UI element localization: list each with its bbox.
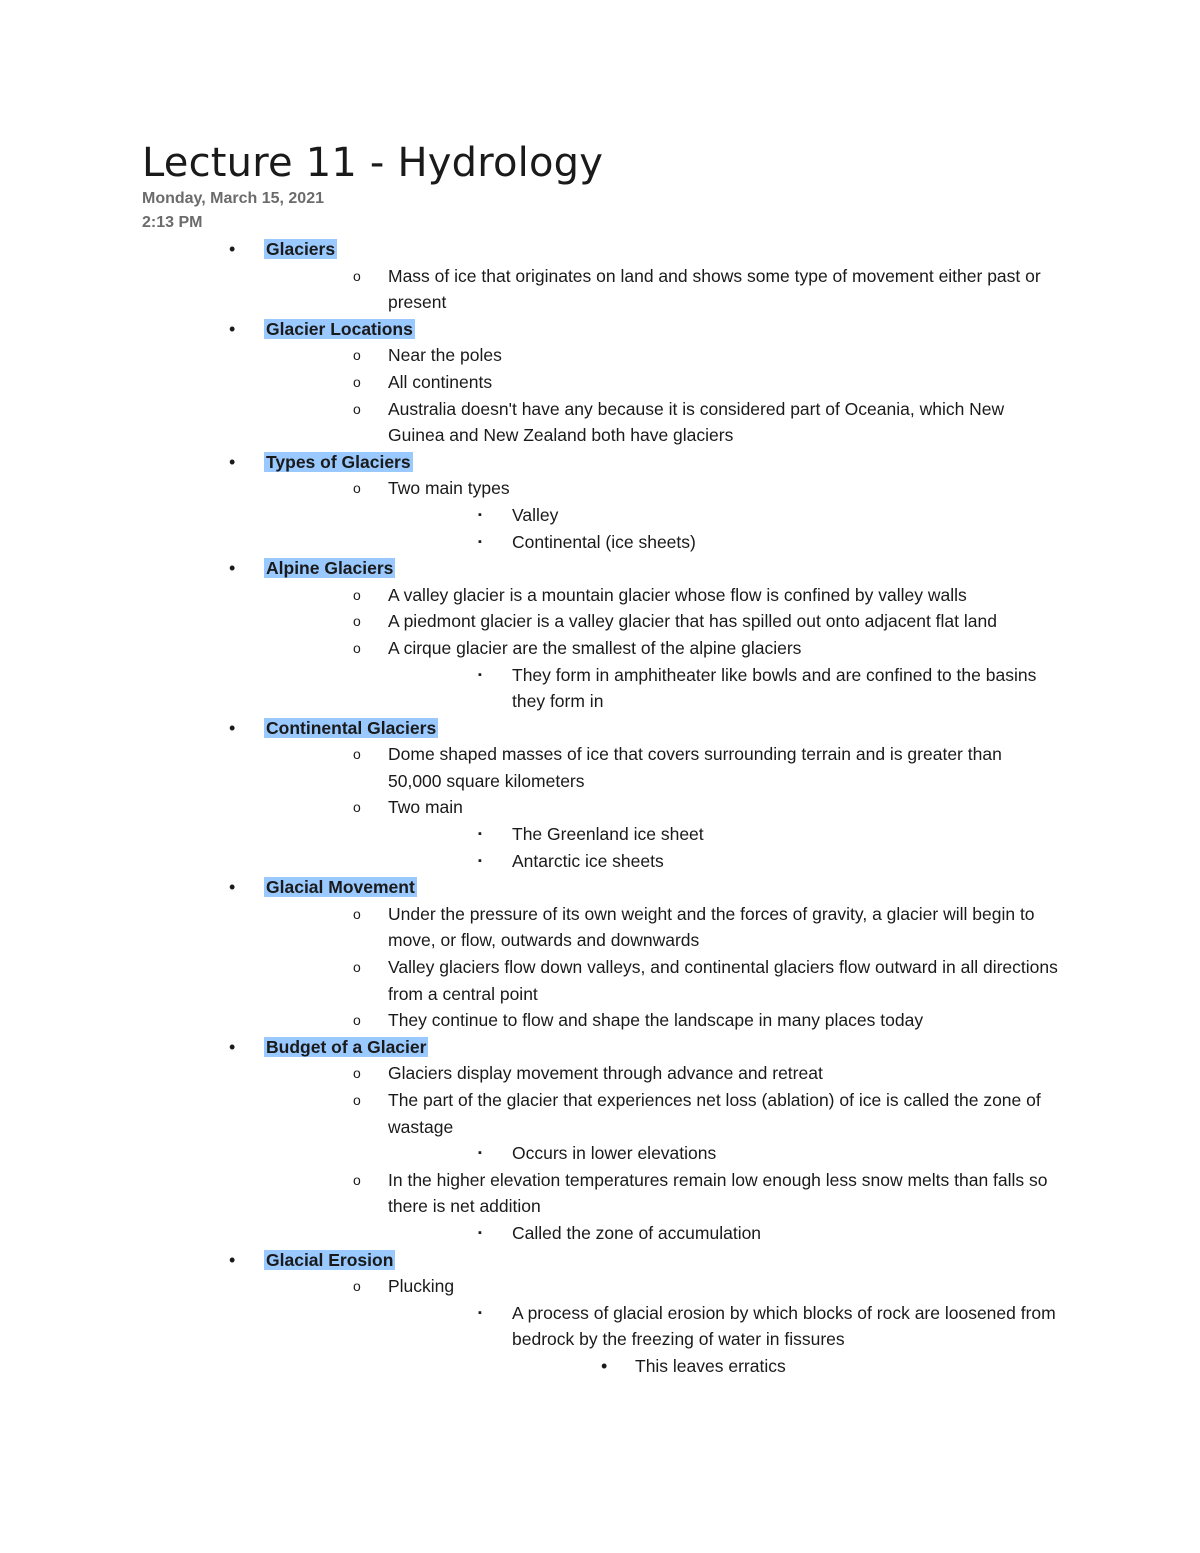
outline-list-item: [0, 954, 1200, 1007]
outline-list-item: [0, 1167, 1200, 1220]
bullet-icon: o: [353, 347, 361, 364]
outline-list-item: [0, 342, 1200, 369]
outline-heading-item: [0, 555, 1200, 582]
bullet-icon: o: [353, 799, 361, 816]
list-item-text: Dome shaped masses of ice that covers surrounding terrain and is greater than 50,000 square kilometers: [388, 744, 1002, 791]
bullet-icon: •: [229, 1249, 236, 1270]
bullet-icon: •: [229, 558, 236, 579]
list-item-text: A valley glacier is a mountain glacier whose flow is confined by valley walls: [388, 584, 967, 605]
bullet-icon: •: [229, 877, 236, 898]
outline-list-item: [0, 1220, 1200, 1247]
list-item-text: They continue to flow and shape the landscape in many places today: [388, 1010, 924, 1031]
list-item-text: Glaciers display movement through advance and retreat: [388, 1063, 823, 1084]
list-item-text: This leaves erratics: [635, 1355, 786, 1376]
outline-list-item: [0, 475, 1200, 502]
outline-list-item: [0, 741, 1200, 794]
bullet-icon: o: [353, 1092, 361, 1108]
list-item-text: Valley: [512, 504, 559, 525]
section-heading: Glacial Movement: [266, 877, 415, 898]
outline-list-item: [0, 1007, 1200, 1034]
outline-heading-item: [0, 1247, 1200, 1274]
list-item-text: All continents: [388, 371, 493, 392]
bullet-icon: o: [353, 613, 361, 630]
bullet-icon: ▪: [478, 668, 482, 681]
bullet-icon: o: [353, 639, 361, 656]
bullet-icon: o: [353, 267, 361, 284]
note-time: 2:13 PM: [142, 214, 203, 231]
outline-heading-item: [0, 715, 1200, 742]
outline-list-item: [0, 1087, 1200, 1140]
bullet-icon: •: [229, 239, 236, 259]
outline-list-item: [0, 529, 1200, 556]
outline-list-item: [0, 821, 1200, 848]
bullet-icon: o: [353, 905, 361, 922]
outline-heading-item: [0, 449, 1200, 476]
outline-heading-item: [0, 1034, 1200, 1061]
list-item-text: Two main: [388, 797, 463, 818]
bullet-icon: •: [229, 451, 236, 472]
bullet-icon: •: [229, 318, 236, 339]
section-heading: Types of Glaciers: [266, 451, 411, 472]
bullet-icon: o: [353, 400, 361, 417]
bullet-icon: •: [601, 1355, 608, 1376]
outline-list-item: [0, 1300, 1200, 1353]
outline-heading-item: [0, 316, 1200, 343]
bullet-icon: •: [229, 1036, 236, 1057]
outline-list-item: [0, 608, 1200, 635]
outline-list-item: [0, 794, 1200, 821]
bullet-icon: •: [229, 717, 236, 738]
list-item-text: In the higher elevation temperatures remain low enough less snow melts than falls so there is net addition: [388, 1169, 1048, 1217]
outline-list-item: [0, 901, 1200, 954]
outline-list-item: [0, 1060, 1200, 1087]
list-item-text: A process of glacial erosion by which blocks of rock are loosened from bedrock by the freezing of water in fissures: [512, 1302, 1056, 1350]
outline-list-item: [0, 582, 1200, 609]
bullet-icon: ▪: [478, 508, 482, 521]
bullet-icon: ▪: [478, 1306, 482, 1319]
outline-list-item: [0, 1353, 1200, 1380]
outline-list-item: [0, 848, 1200, 875]
list-item-text: Australia doesn't have any because it is considered part of Oceania, which New Guinea and New Zealand both have glaciers: [388, 398, 1005, 446]
bullet-icon: o: [353, 586, 361, 603]
page-title: Lecture 11 - Hydrology: [142, 140, 604, 186]
outline-list-item: [0, 263, 1200, 316]
list-item-text: A cirque glacier are the smallest of the alpine glaciers: [388, 637, 802, 658]
bullet-icon: o: [353, 1065, 361, 1082]
list-item-text: Plucking: [388, 1276, 455, 1297]
list-item-text: Antarctic ice sheets: [512, 850, 664, 871]
bullet-icon: ▪: [478, 854, 482, 867]
outline-heading-item: [0, 236, 1200, 263]
section-heading: Budget of a Glacier: [266, 1036, 427, 1057]
section-heading: Continental Glaciers: [266, 717, 437, 738]
outline-list-item: [0, 1140, 1200, 1167]
outline-list-item: [0, 635, 1200, 662]
outline-list-item: [0, 369, 1200, 396]
list-item-text: Near the poles: [388, 345, 502, 366]
section-heading: Glacial Erosion: [266, 1249, 394, 1270]
bullet-icon: o: [353, 746, 361, 763]
list-item-text: A piedmont glacier is a valley glacier that has spilled out onto adjacent flat land: [388, 611, 997, 632]
list-item-text: Continental (ice sheets): [512, 531, 696, 552]
list-item-text: Two main types: [388, 478, 510, 499]
bullet-icon: ▪: [478, 828, 482, 841]
notes-outline: [0, 236, 1200, 1380]
list-item-text: They form in amphitheater like bowls and are confined to the basins they form in: [512, 664, 1037, 712]
bullet-icon: ▪: [478, 1226, 482, 1239]
list-item-text: Mass of ice that originates on land and shows some type of movement either past or present: [388, 265, 1041, 313]
list-item-text: Called the zone of accumulation: [512, 1222, 762, 1243]
bullet-icon: ▪: [478, 1147, 482, 1160]
list-item-text: Occurs in lower elevations: [512, 1143, 717, 1164]
bullet-icon: o: [353, 1171, 361, 1188]
bullet-icon: o: [353, 1278, 361, 1295]
outline-heading-item: [0, 874, 1200, 901]
list-item-text: Under the pressure of its own weight and the forces of gravity, a glacier will begin to move, or flow, outwards and downwards: [388, 903, 1035, 951]
list-item-text: Valley glaciers flow down valleys, and continental glaciers flow outward in all directions from a central point: [388, 957, 1058, 1004]
bullet-icon: o: [353, 959, 361, 976]
list-item-text: The part of the glacier that experiences net loss (ablation) of ice is called the zone of wastage: [388, 1090, 1041, 1137]
bullet-icon: ▪: [478, 535, 482, 548]
section-heading: Glaciers: [266, 239, 336, 259]
section-heading: Alpine Glaciers: [266, 558, 394, 579]
bullet-icon: o: [353, 480, 361, 497]
outline-list-item: [0, 396, 1200, 449]
bullet-icon: o: [353, 373, 361, 390]
outline-list-item: [0, 1273, 1200, 1300]
outline-list-item: [0, 502, 1200, 529]
section-heading: Glacier Locations: [266, 318, 413, 339]
list-item-text: The Greenland ice sheet: [512, 824, 704, 845]
bullet-icon: o: [353, 1012, 361, 1029]
outline-list-item: [0, 662, 1200, 715]
note-date: Monday, March 15, 2021: [142, 190, 324, 207]
